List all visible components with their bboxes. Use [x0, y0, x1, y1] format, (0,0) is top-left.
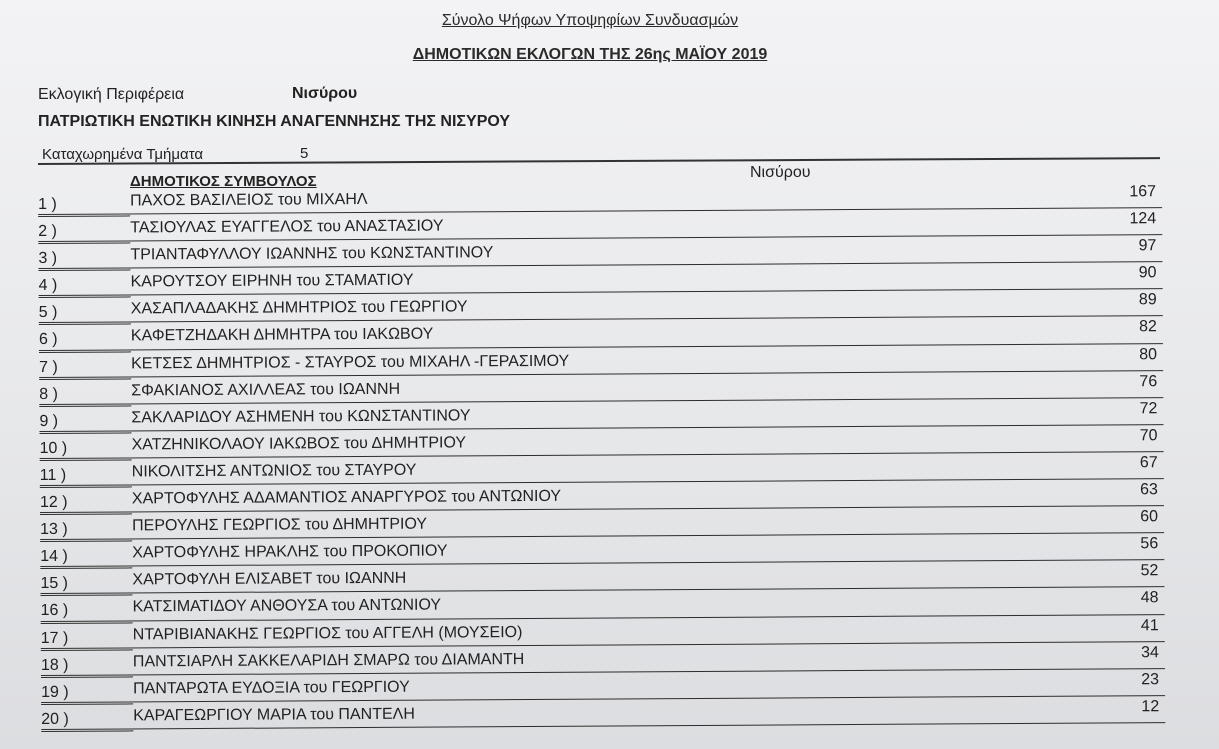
candidate-name: ΠΑΝΤΑΡΩΤΑ ΕΥΔΟΞΙΑ του ΓΕΩΡΓΙΟΥ: [133, 678, 410, 698]
candidate-name: ΣΦΑΚΙΑΝΟΣ ΑΧΙΛΛΕΑΣ του ΙΩΑΝΝΗ: [131, 380, 401, 400]
candidate-votes: 41: [1140, 616, 1159, 634]
row-number: 17 ): [40, 629, 69, 647]
row-number: 18 ): [40, 656, 69, 674]
candidate-name: ΤΡΙΑΝΤΑΦΥΛΛΟΥ ΙΩΑΝΝΗΣ του ΚΩΝΣΤΑΝΤΙΝΟΥ: [130, 244, 494, 264]
candidate-votes: 80: [1139, 345, 1158, 363]
candidate-votes: 76: [1139, 372, 1158, 390]
row-number: 4 ): [38, 277, 58, 295]
registered-sections-label: Καταχωρημένα Τμήματα: [42, 146, 204, 163]
candidate-votes: 52: [1140, 562, 1159, 580]
candidate-table: [38, 181, 1165, 730]
candidate-name: ΚΕΤΣΕΣ ΔΗΜΗΤΡΙΟΣ - ΣΤΑΥΡΟΣ του ΜΙΧΑΗΛ -ΓΕΡΑΣΙΜΟΥ: [131, 352, 570, 372]
candidate-name: ΧΑΤΖΗΝΙΚΟΛΑΟΥ ΙΑΚΩΒΟΣ του ΔΗΜΗΤΡΙΟΥ: [131, 434, 467, 454]
row-number: 6 ): [38, 331, 58, 349]
candidate-votes: 124: [1129, 210, 1157, 228]
candidate-name: ΚΑΦΕΤΖΗΔΑΚΗ ΔΗΜΗΤΡΑ του ΙΑΚΩΒΟΥ: [130, 326, 434, 345]
candidate-name: ΠΑΝΤΣΙΑΡΛΗ ΣΑΚΚΕΛΑΡΙΔΗ ΣΜΑΡΩ του ΔΙΑΜΑΝΤΗ: [132, 650, 525, 671]
row-number: 13 ): [40, 520, 68, 539]
candidate-votes: 167: [1129, 183, 1157, 201]
candidate-votes: 60: [1140, 508, 1159, 526]
candidate-votes: 48: [1140, 589, 1159, 607]
candidate-votes: 12: [1141, 697, 1160, 716]
row-number: 5 ): [38, 304, 58, 322]
registered-sections-value: 5: [300, 145, 309, 162]
candidate-name: ΚΑΡΟΥΤΣΟΥ ΕΙΡΗΝΗ του ΣΤΑΜΑΤΙΟΥ: [130, 271, 414, 291]
row-number: 12 ): [39, 493, 68, 512]
row-number-underline: [41, 730, 133, 732]
candidate-votes: 23: [1141, 670, 1160, 688]
region-value: Νισύρου: [292, 85, 358, 102]
party-name: ΠΑΤΡΙΩΤΙΚΗ ΕΝΩΤΙΚΗ ΚΙΝΗΣΗ ΑΝΑΓΕΝΝΗΣΗΣ ΤΗΣ ΝΙΣΥΡΟΥ: [38, 113, 511, 130]
table-row: [41, 696, 1165, 730]
candidate-votes: 89: [1138, 291, 1157, 309]
candidate-name: ΧΑΡΤΟΦΥΛΗ ΕΛΙΣΑΒΕΤ του ΙΩΑΝΝΗ: [132, 570, 407, 589]
row-number: 14 ): [40, 548, 68, 566]
candidate-name: ΚΑΡΑΓΕΩΡΓΙΟΥ ΜΑΡΙΑ του ΠΑΝΤΕΛΗ: [133, 705, 415, 725]
row-number: 1 ): [38, 195, 57, 213]
candidate-name: ΠΑΧΟΣ ΒΑΣΙΛΕΙΟΣ του ΜΙΧΑΗΛ: [130, 190, 368, 210]
row-number: 11 ): [39, 466, 67, 484]
row-number: 9 ): [39, 412, 59, 430]
candidate-name: ΣΑΚΛΑΡΙΔΟΥ ΑΣΗΜΕΝΗ του ΚΩΝΣΤΑΝΤΙΝΟΥ: [131, 407, 471, 427]
candidate-name: ΚΑΤΣΙΜΑΤΙΔΟΥ ΑΝΘΟΥΣΑ του ΑΝΤΩΝΙΟΥ: [132, 596, 442, 616]
column-header-candidate: ΔΗΜΟΤΙΚΟΣ ΣΥΜΒΟΥΛΟΣ: [130, 173, 317, 190]
document-title: Σύνολο Ψήφων Υποψηφίων Συνδυασμών: [441, 12, 739, 29]
candidate-votes: 90: [1138, 264, 1157, 282]
candidate-votes: 97: [1138, 237, 1157, 255]
candidate-votes: 72: [1139, 399, 1158, 418]
candidate-votes: 82: [1139, 318, 1157, 336]
candidate-name: ΧΑΡΤΟΦΥΛΗΣ ΑΔΑΜΑΝΤΙΟΣ ΑΝΑΡΓΥΡΟΣ του ΑΝΤΩΝΙΟΥ: [131, 487, 562, 508]
candidate-votes: 70: [1139, 427, 1158, 445]
row-number: 16 ): [40, 602, 69, 620]
candidate-name: ΝΙΚΟΛΙΤΣΗΣ ΑΝΤΩΝΙΟΣ του ΣΤΑΥΡΟΥ: [131, 461, 417, 481]
candidate-name: ΧΑΣΑΠΛΑΔΑΚΗΣ ΔΗΜΗΤΡΙΟΣ του ΓΕΩΡΓΙΟΥ: [130, 298, 468, 318]
candidate-votes: 34: [1141, 643, 1159, 661]
region-label: Εκλογική Περιφέρεια: [38, 86, 185, 103]
document-subtitle: ΔΗΜΟΤΙΚΩΝ ΕΚΛΟΓΩΝ ΤΗΣ 26ης ΜΑΪΟΥ 2019: [412, 46, 768, 63]
candidate-name: ΠΕΡΟΥΛΗΣ ΓΕΩΡΓΙΟΣ του ΔΗΜΗΤΡΙΟΥ: [132, 515, 428, 535]
row-number: 8 ): [39, 385, 58, 403]
candidate-name: ΧΑΡΤΟΦΥΛΗΣ ΗΡΑΚΛΗΣ του ΠΡΟΚΟΠΙΟΥ: [132, 542, 448, 562]
row-number: 2 ): [38, 222, 57, 241]
column-header-area: Νισύρου: [750, 164, 811, 181]
row-number: 7 ): [39, 358, 58, 376]
table-top-divider: [38, 157, 1160, 165]
candidate-votes: 56: [1140, 535, 1159, 553]
candidate-name: ΤΑΣΙΟΥΛΑΣ ΕΥΑΓΓΕΛΟΣ του ΑΝΑΣΤΑΣΙΟΥ: [130, 217, 444, 237]
row-number: 20 ): [41, 710, 69, 728]
row-number: 19 ): [41, 683, 69, 701]
candidate-name: ΝΤΑΡΙΒΙΑΝΑΚΗΣ ΓΕΩΡΓΙΟΣ του ΑΓΓΕΛΗ (ΜΟΥΣΕΙΟ): [132, 623, 523, 643]
row-number: 3 ): [38, 250, 58, 268]
row-number: 10 ): [39, 439, 68, 457]
candidate-votes: 67: [1139, 454, 1158, 472]
row-number: 15 ): [40, 575, 69, 593]
candidate-votes: 63: [1140, 481, 1158, 499]
